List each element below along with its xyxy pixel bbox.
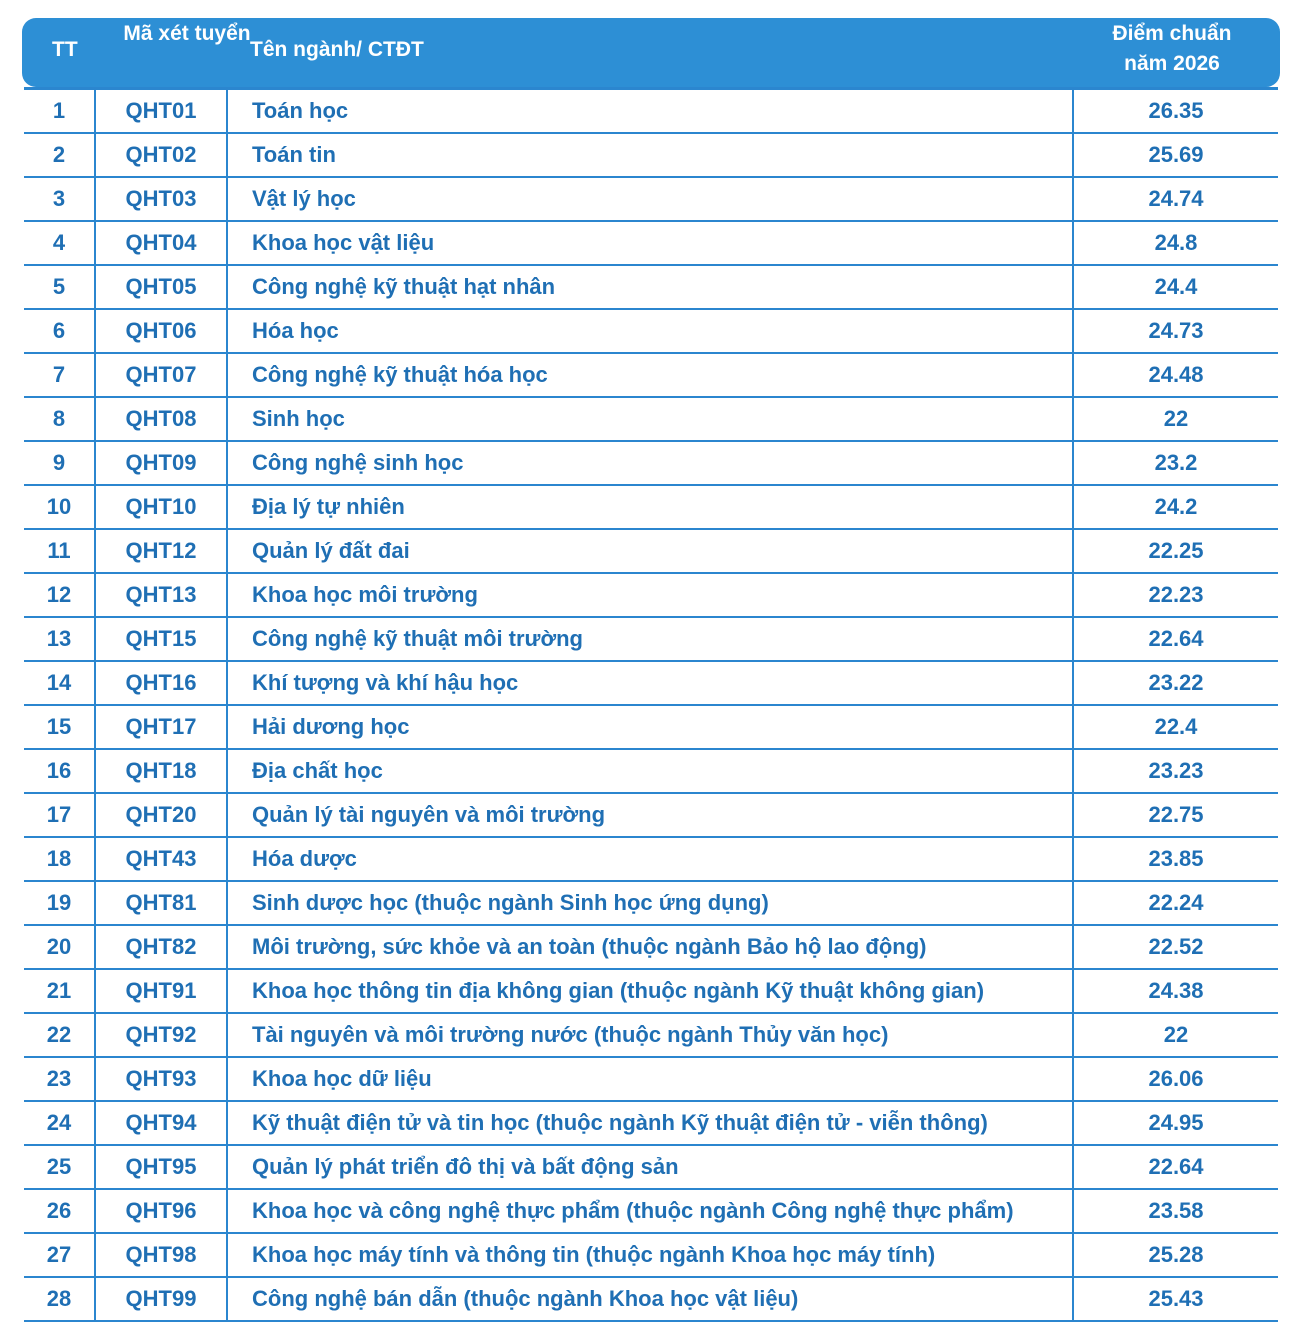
table-row <box>24 89 1278 134</box>
row-diem: 24.48 <box>1073 353 1278 397</box>
row-tt: 8 <box>24 397 95 441</box>
row-diem: 23.85 <box>1073 837 1278 881</box>
row-diem: 24.95 <box>1073 1101 1278 1145</box>
table-row <box>24 221 1278 265</box>
row-tt: 11 <box>24 529 95 573</box>
row-ten-nganh: Công nghệ bán dẫn (thuộc ngành Khoa học vật liệu) <box>227 1277 1073 1321</box>
row-tt: 17 <box>24 793 95 837</box>
row-ma: QHT81 <box>95 881 227 925</box>
table-row <box>24 1101 1278 1145</box>
row-tt: 1 <box>24 89 95 134</box>
row-tt: 23 <box>24 1057 95 1101</box>
row-ten-nganh: Hóa dược <box>227 837 1073 881</box>
row-tt: 2 <box>24 133 95 177</box>
row-diem: 22.24 <box>1073 881 1278 925</box>
row-ma: QHT06 <box>95 309 227 353</box>
table-header <box>22 18 1280 87</box>
table-row <box>24 133 1278 177</box>
table-row <box>24 793 1278 837</box>
table-row <box>24 969 1278 1013</box>
row-ten-nganh: Công nghệ sinh học <box>227 441 1073 485</box>
row-tt: 13 <box>24 617 95 661</box>
row-ma: QHT94 <box>95 1101 227 1145</box>
row-diem: 26.35 <box>1073 89 1278 134</box>
row-ma: QHT96 <box>95 1189 227 1233</box>
row-tt: 22 <box>24 1013 95 1057</box>
row-tt: 20 <box>24 925 95 969</box>
table-row <box>24 705 1278 749</box>
row-tt: 16 <box>24 749 95 793</box>
table-row <box>24 485 1278 529</box>
row-ten-nganh: Khoa học thông tin địa không gian (thuộc ngành Kỹ thuật không gian) <box>227 969 1073 1013</box>
row-ten-nganh: Sinh học <box>227 397 1073 441</box>
row-ten-nganh: Toán tin <box>227 133 1073 177</box>
row-tt: 10 <box>24 485 95 529</box>
table-row <box>24 1277 1278 1321</box>
row-ten-nganh: Địa chất học <box>227 749 1073 793</box>
header-diem-chuan: Điểm chuẩn năm 2026 <box>1112 22 1232 75</box>
row-diem: 24.2 <box>1073 485 1278 529</box>
row-ma: QHT04 <box>95 221 227 265</box>
row-ma: QHT12 <box>95 529 227 573</box>
table-row <box>24 1145 1278 1189</box>
row-tt: 3 <box>24 177 95 221</box>
table-row <box>24 749 1278 793</box>
row-diem: 22 <box>1073 1013 1278 1057</box>
row-tt: 12 <box>24 573 95 617</box>
row-diem: 25.28 <box>1073 1233 1278 1277</box>
row-diem: 22.64 <box>1073 617 1278 661</box>
row-ma: QHT99 <box>95 1277 227 1321</box>
table-row <box>24 529 1278 573</box>
row-tt: 15 <box>24 705 95 749</box>
row-ma: QHT09 <box>95 441 227 485</box>
table-body <box>24 87 1278 1322</box>
row-tt: 24 <box>24 1101 95 1145</box>
row-ma: QHT10 <box>95 485 227 529</box>
row-ma: QHT43 <box>95 837 227 881</box>
row-ten-nganh: Quản lý phát triển đô thị và bất động sản <box>227 1145 1073 1189</box>
header-ten-nganh: Tên ngành/ CTĐT <box>250 38 424 61</box>
row-ten-nganh: Vật lý học <box>227 177 1073 221</box>
row-tt: 18 <box>24 837 95 881</box>
row-tt: 28 <box>24 1277 95 1321</box>
row-ten-nganh: Tài nguyên và môi trường nước (thuộc ngành Thủy văn học) <box>227 1013 1073 1057</box>
row-ten-nganh: Môi trường, sức khỏe và an toàn (thuộc ngành Bảo hộ lao động) <box>227 925 1073 969</box>
row-ma: QHT82 <box>95 925 227 969</box>
table-row <box>24 1013 1278 1057</box>
row-tt: 26 <box>24 1189 95 1233</box>
row-tt: 25 <box>24 1145 95 1189</box>
row-ma: QHT01 <box>95 89 227 134</box>
row-diem: 23.23 <box>1073 749 1278 793</box>
row-ten-nganh: Khoa học máy tính và thông tin (thuộc ngành Khoa học máy tính) <box>227 1233 1073 1277</box>
table-row <box>24 441 1278 485</box>
row-tt: 27 <box>24 1233 95 1277</box>
row-ma: QHT17 <box>95 705 227 749</box>
table-row <box>24 881 1278 925</box>
row-ma: QHT95 <box>95 1145 227 1189</box>
table-row <box>24 617 1278 661</box>
row-diem: 22.25 <box>1073 529 1278 573</box>
row-ma: QHT07 <box>95 353 227 397</box>
row-ma: QHT05 <box>95 265 227 309</box>
table-row <box>24 309 1278 353</box>
row-tt: 6 <box>24 309 95 353</box>
row-diem: 25.43 <box>1073 1277 1278 1321</box>
row-diem: 22.52 <box>1073 925 1278 969</box>
table-row <box>24 353 1278 397</box>
row-tt: 19 <box>24 881 95 925</box>
row-ten-nganh: Hóa học <box>227 309 1073 353</box>
row-diem: 24.74 <box>1073 177 1278 221</box>
row-diem: 22.4 <box>1073 705 1278 749</box>
row-ten-nganh: Hải dương học <box>227 705 1073 749</box>
row-ten-nganh: Công nghệ kỹ thuật hóa học <box>227 353 1073 397</box>
table-row <box>24 1057 1278 1101</box>
row-diem: 23.22 <box>1073 661 1278 705</box>
row-diem: 25.69 <box>1073 133 1278 177</box>
table-row <box>24 265 1278 309</box>
table-row <box>24 1189 1278 1233</box>
row-diem: 26.06 <box>1073 1057 1278 1101</box>
table-row <box>24 1233 1278 1277</box>
header-tt: TT <box>52 38 78 61</box>
table-row <box>24 837 1278 881</box>
row-ma: QHT13 <box>95 573 227 617</box>
header-ma-xet-tuyen: Mã xét tuyển <box>123 22 251 45</box>
row-diem: 23.58 <box>1073 1189 1278 1233</box>
row-ten-nganh: Khoa học môi trường <box>227 573 1073 617</box>
row-ten-nganh: Khoa học vật liệu <box>227 221 1073 265</box>
table-row <box>24 177 1278 221</box>
row-tt: 5 <box>24 265 95 309</box>
row-tt: 4 <box>24 221 95 265</box>
row-ma: QHT08 <box>95 397 227 441</box>
table-row <box>24 573 1278 617</box>
table-row <box>24 925 1278 969</box>
row-diem: 23.2 <box>1073 441 1278 485</box>
row-diem: 22.23 <box>1073 573 1278 617</box>
row-ten-nganh: Quản lý đất đai <box>227 529 1073 573</box>
row-ma: QHT18 <box>95 749 227 793</box>
row-ten-nganh: Sinh dược học (thuộc ngành Sinh học ứng dụng) <box>227 881 1073 925</box>
admission-scores-table <box>22 18 1280 1322</box>
row-ma: QHT20 <box>95 793 227 837</box>
row-diem: 24.38 <box>1073 969 1278 1013</box>
row-ten-nganh: Toán học <box>227 89 1073 134</box>
row-diem: 22 <box>1073 397 1278 441</box>
row-ma: QHT98 <box>95 1233 227 1277</box>
row-ma: QHT03 <box>95 177 227 221</box>
row-tt: 7 <box>24 353 95 397</box>
row-diem: 22.64 <box>1073 1145 1278 1189</box>
row-ten-nganh: Khoa học và công nghệ thực phẩm (thuộc ngành Công nghệ thực phẩm) <box>227 1189 1073 1233</box>
row-ten-nganh: Kỹ thuật điện tử và tin học (thuộc ngành Kỹ thuật điện tử - viễn thông) <box>227 1101 1073 1145</box>
table-row <box>24 661 1278 705</box>
row-ten-nganh: Công nghệ kỹ thuật môi trường <box>227 617 1073 661</box>
row-ma: QHT93 <box>95 1057 227 1101</box>
row-ma: QHT15 <box>95 617 227 661</box>
row-ten-nganh: Quản lý tài nguyên và môi trường <box>227 793 1073 837</box>
row-tt: 21 <box>24 969 95 1013</box>
row-diem: 22.75 <box>1073 793 1278 837</box>
row-tt: 9 <box>24 441 95 485</box>
row-ten-nganh: Công nghệ kỹ thuật hạt nhân <box>227 265 1073 309</box>
row-ma: QHT91 <box>95 969 227 1013</box>
row-ma: QHT92 <box>95 1013 227 1057</box>
table-row <box>24 397 1278 441</box>
row-ten-nganh: Khoa học dữ liệu <box>227 1057 1073 1101</box>
row-diem: 24.73 <box>1073 309 1278 353</box>
row-ma: QHT02 <box>95 133 227 177</box>
row-tt: 14 <box>24 661 95 705</box>
row-diem: 24.8 <box>1073 221 1278 265</box>
row-ten-nganh: Địa lý tự nhiên <box>227 485 1073 529</box>
row-ma: QHT16 <box>95 661 227 705</box>
row-diem: 24.4 <box>1073 265 1278 309</box>
row-ten-nganh: Khí tượng và khí hậu học <box>227 661 1073 705</box>
